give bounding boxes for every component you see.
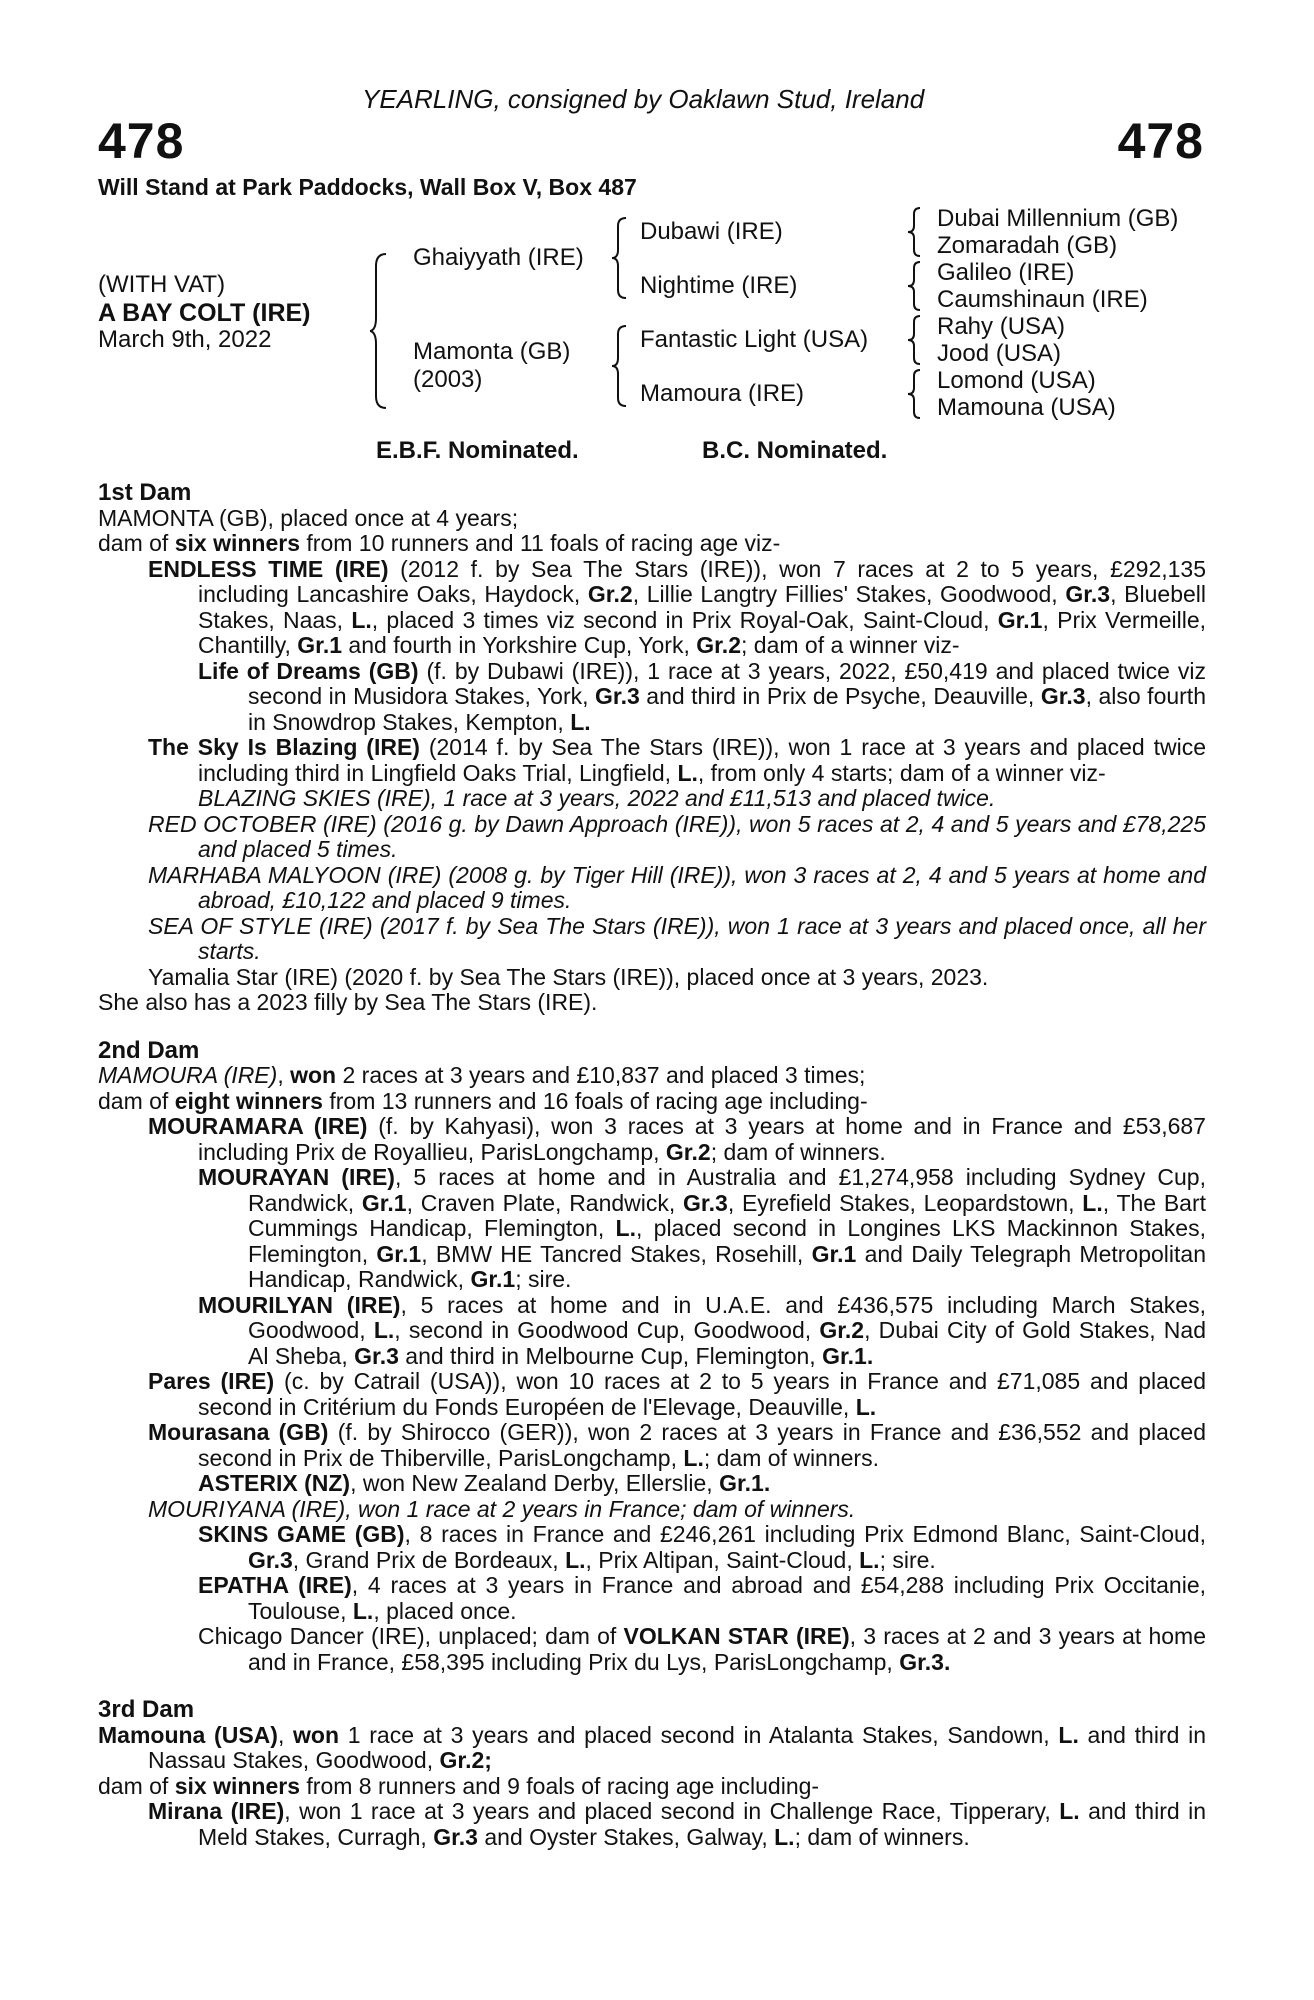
produce-blazing-skies: BLAZING SKIES (IRE), 1 race at 3 years, 2022 and £11,513 and placed twice.: [198, 785, 996, 811]
main-brace: [370, 252, 390, 410]
produce-2023-filly: She also has a 2023 filly by Sea The Stars (IRE).: [98, 989, 598, 1015]
produce-skins-game: SKINS GAME (GB), 8 races in France and £246,261 including Prix Edmond Blanc, Saint-Cloud, Gr.3, Grand Prix de Bordeaux, L., Prix Altipan, Saint-Cloud, L.; sire.: [198, 1521, 1206, 1573]
gen3-brace-4: [908, 368, 922, 420]
sire-dam: Nightime (IRE): [640, 272, 798, 299]
produce-yamalia-star: Yamalia Star (IRE) (2020 f. by Sea The Stars (IRE)), placed once at 3 years, 2023.: [148, 963, 989, 990]
produce-mouramara: MOURAMARA (IRE) (f. by Kahyasi), won 3 races at 3 years at home and in France and £53,687 including Prix de Royallieu, ParisLongchamp, Gr.2; dam of winners.: [148, 1113, 1206, 1165]
sire-brace: [612, 216, 628, 300]
lot-number-right: 478: [1117, 113, 1204, 169]
produce-red-october: RED OCTOBER (IRE) (2016 g. by Dawn Approach (IRE)), won 5 races at 2, 4 and 5 years and £78,225 and placed 5 times.: [148, 810, 1206, 862]
produce-sea-of-style: SEA OF STYLE (IRE) (2017 f. by Sea The Stars (IRE)), won 1 race at 3 years and placed once, all her starts.: [148, 912, 1206, 964]
produce-asterix: ASTERIX (NZ), won New Zealand Derby, Ellerslie, Gr.1.: [198, 1470, 771, 1496]
gen3-6: Jood (USA): [937, 340, 1062, 367]
produce-mirana: Mirana (IRE), won 1 race at 3 years and placed second in Challenge Race, Tipperary, L. and third in Meld Stakes, Curragh, Gr.3 and Oyster Stakes, Galway, L.; dam of winners.: [148, 1798, 1206, 1850]
gen3-brace-1: [908, 206, 922, 258]
produce-marhaba-malyoon: MARHABA MALYOON (IRE) (2008 g. by Tiger Hill (IRE)), won 3 races at 2, 4 and 5 years at home and abroad, £10,122 and placed 9 times.: [148, 861, 1206, 913]
lot-number-left: 478: [98, 113, 185, 169]
third-dam-heading: 3rd Dam: [98, 1696, 195, 1723]
bc-nominated: B.C. Nominated.: [702, 437, 888, 464]
first-dam-produce-summary: dam of six winners from 10 runners and 11 foals of racing age viz-: [98, 530, 781, 556]
gen3-brace-3: [908, 314, 922, 366]
dam-sire: Fantastic Light (USA): [640, 326, 869, 353]
gen3-2: Zomaradah (GB): [937, 232, 1118, 259]
dam: Mamonta (GB): [413, 338, 571, 365]
produce-mouriyana: MOURIYANA (IRE), won 1 race at 2 years in France; dam of winners.: [148, 1495, 856, 1522]
horse-name: A BAY COLT (IRE): [98, 299, 311, 327]
produce-epatha: EPATHA (IRE), 4 races at 3 years in France and abroad and £54,288 including Prix Occitanie, Toulouse, L., placed once.: [198, 1572, 1206, 1624]
produce-mourasana: Mourasana (GB) (f. by Shirocco (GER)), won 2 races at 3 years in France and £36,552 and placed second in Prix de Thiberville, ParisLongchamp, L.; dam of winners.: [148, 1419, 1206, 1471]
gen3-4: Caumshinaun (IRE): [937, 286, 1148, 313]
stand-location: Will Stand at Park Paddocks, Wall Box V, Box 487: [98, 174, 637, 200]
vat-note: (WITH VAT): [98, 271, 226, 298]
second-dam-produce-summary: dam of eight winners from 13 runners and 16 foals of racing age including-: [98, 1087, 868, 1114]
third-dam-intro: Mamouna (USA), won 1 race at 3 years and placed second in Atalanta Stakes, Sandown, L. and third in Nassau Stakes, Goodwood, Gr.2;: [98, 1721, 1206, 1773]
gen3-3: Galileo (IRE): [937, 259, 1075, 286]
consignor-line: YEARLING, consigned by Oaklawn Stud, Ireland: [362, 84, 925, 114]
produce-chicago-dancer: Chicago Dancer (IRE), unplaced; dam of VOLKAN STAR (IRE), 3 races at 2 and 3 years at home and in France, £58,395 including Prix du Lys, ParisLongchamp, Gr.3.: [198, 1623, 1207, 1675]
dam-brace: [612, 324, 628, 408]
produce-endless-time: ENDLESS TIME (IRE) (2012 f. by Sea The Stars (IRE)), won 7 races at 2 to 5 years, £292,135 including Lancashire Oaks, Haydock, Gr.2, Lillie Langtry Fillies' Stakes, Goodwood, Gr.3, Bluebell Stakes, Naas, L., placed 3 times viz second in Prix Royal-Oak, Saint-Cloud, Gr.1, Prix Vermeille, Chantilly, Gr.1 and fourth in Yorkshire Cup, York, Gr.2; dam of a winner viz-: [148, 555, 1207, 658]
produce-life-of-dreams: Life of Dreams (GB) (f. by Dubawi (IRE)), 1 race at 3 years, 2022, £50,419 and placed twice viz second in Musidora Stakes, York, Gr.3 and third in Prix de Psyche, Deauville, Gr.3, also fourth in Snowdrop Stakes, Kempton, L.: [198, 657, 1206, 735]
sire: Ghaiyyath (IRE): [413, 244, 584, 271]
produce-pares: Pares (IRE) (c. by Catrail (USA)), won 10 races at 2 to 5 years in France and £71,085 and placed second in Critérium du Fonds Européen de l'Elevage, Deauville, L.: [148, 1368, 1206, 1420]
second-dam-intro: MAMOURA (IRE), won 2 races at 3 years and £10,837 and placed 3 times;: [98, 1062, 866, 1088]
dam-year: (2003): [413, 366, 483, 393]
produce-mourilyan: MOURILYAN (IRE), 5 races at home and in U.A.E. and £436,575 including March Stakes, Goodwood, L., second in Goodwood Cup, Goodwood, Gr.2, Dubai City of Gold Stakes, Nad Al Sheba, Gr.3 and third in Melbourne Cup, Flemington, Gr.1.: [198, 1291, 1206, 1369]
gen3-1: Dubai Millennium (GB): [937, 205, 1179, 232]
foaling-date: March 9th, 2022: [98, 326, 272, 353]
gen3-8: Mamouna (USA): [937, 394, 1116, 421]
gen3-brace-2: [908, 260, 922, 312]
gen3-7: Lomond (USA): [937, 367, 1096, 394]
first-dam-heading: 1st Dam: [98, 479, 192, 506]
produce-mourayan: MOURAYAN (IRE), 5 races at home and in Australia and £1,274,958 including Sydney Cup, Randwick, Gr.1, Craven Plate, Randwick, Gr.3, Eyrefield Stakes, Leopardstown, L., The Bart Cummings Handicap, Flemington, L., placed second in Longines LKS Mackinnon Stakes, Flemington, Gr.1, BMW HE Tancred Stakes, Rosehill, Gr.1 and Daily Telegraph Metropolitan Handicap, Randwick, Gr.1; sire.: [198, 1164, 1206, 1292]
ebf-nominated: E.B.F. Nominated.: [376, 437, 579, 464]
catalogue-body: [98, 480, 1206, 1850]
third-dam-produce-summary: dam of six winners from 8 runners and 9 foals of racing age including-: [98, 1772, 820, 1799]
second-dam-heading: 2nd Dam: [98, 1036, 200, 1064]
first-dam-intro: MAMONTA (GB), placed once at 4 years;: [98, 504, 519, 531]
gen3-5: Rahy (USA): [937, 313, 1066, 340]
produce-sky-is-blazing: The Sky Is Blazing (IRE) (2014 f. by Sea The Stars (IRE)), won 1 race at 3 years and placed twice including third in Lingfield Oaks Trial, Lingfield, L., from only 4 starts; dam of a winner viz-: [148, 734, 1206, 786]
sire-sire: Dubawi (IRE): [640, 218, 783, 245]
dam-dam: Mamoura (IRE): [640, 380, 805, 407]
